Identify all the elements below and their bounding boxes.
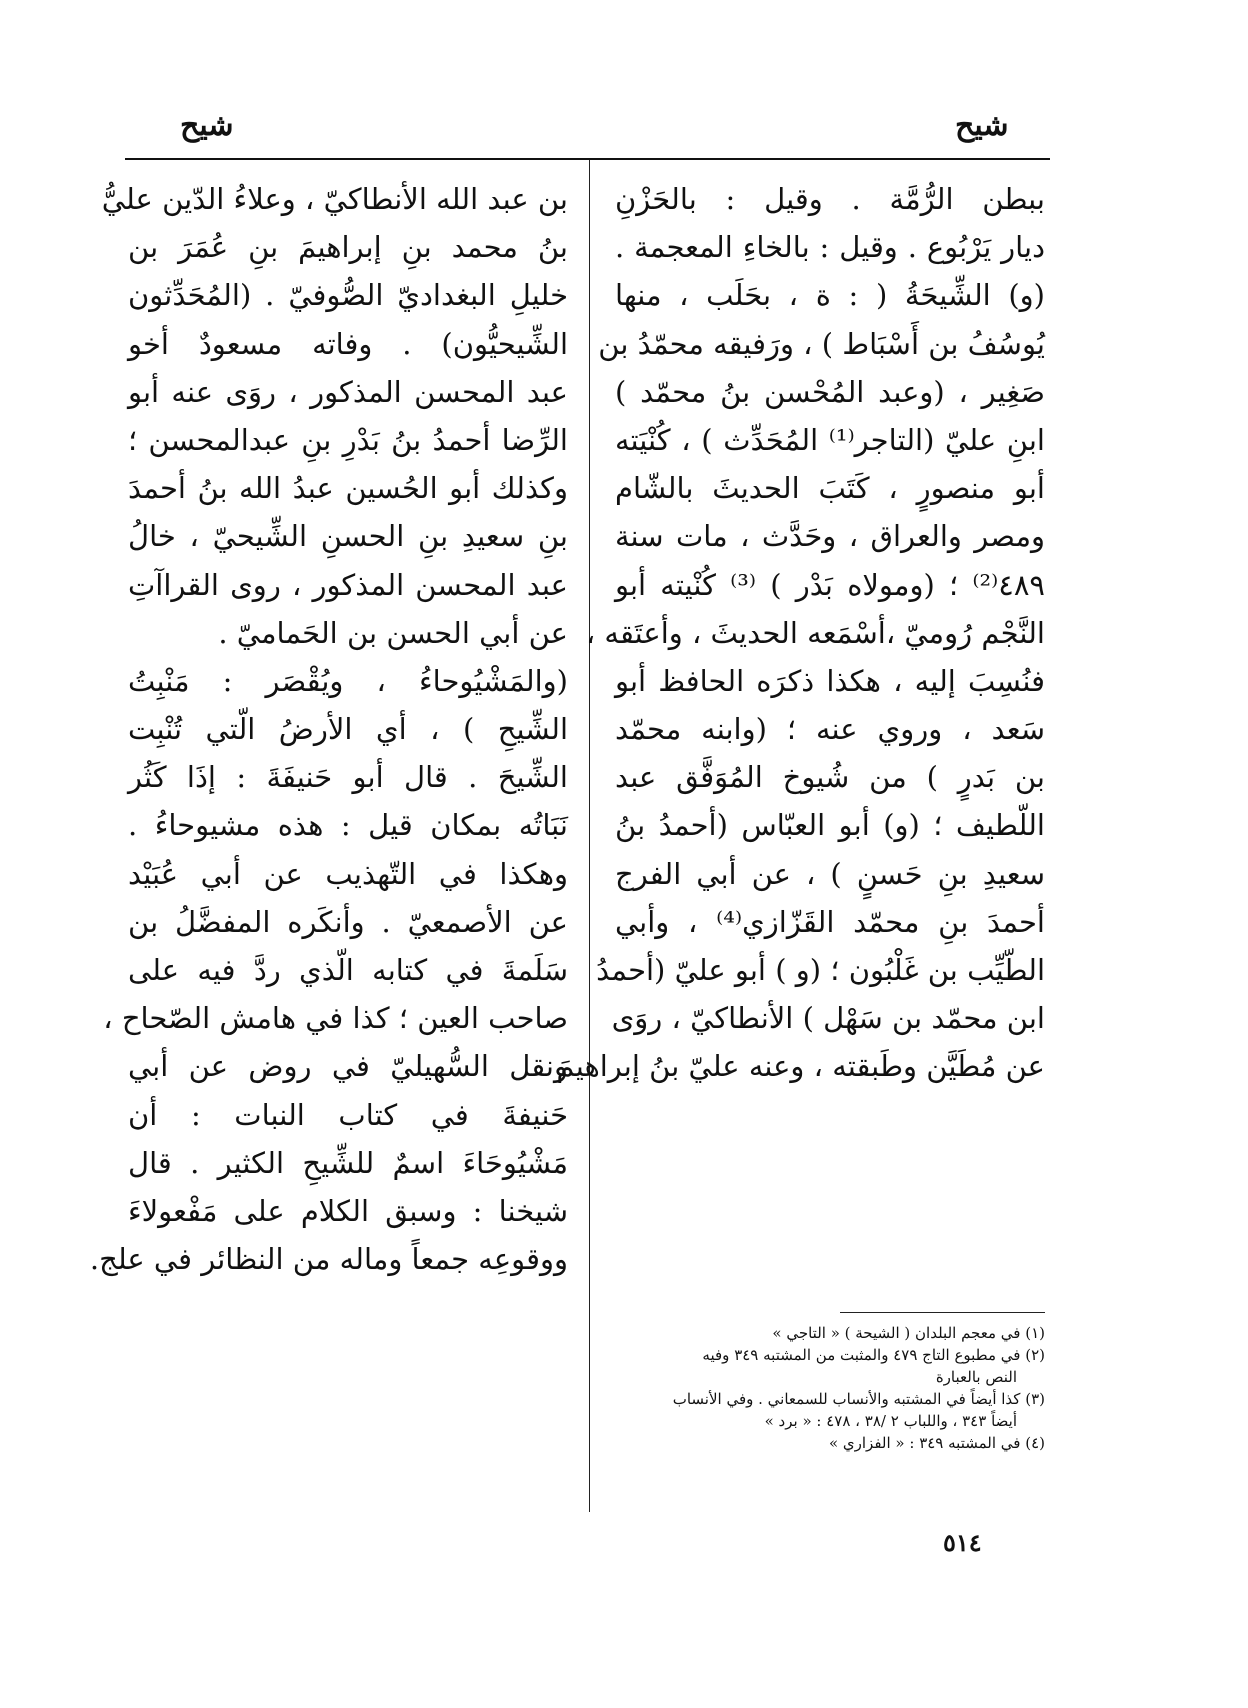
text-line: ديار يَرْبُوع . وقيل : بالخاءِ المعجمة .	[615, 230, 1045, 265]
text-line: عبد المحسن المذكور ، روى القراآتِ	[128, 567, 568, 602]
text-line: أحمدَ بنِ محمّد القَزّازي⁽⁴⁾ ، وأبي	[615, 904, 1045, 939]
header-rule	[125, 158, 1050, 160]
text-line: أبو منصورٍ ، كَتَبَ الحديثَ بالشّام	[615, 471, 1045, 506]
text-line: فنُسِبَ إليه ، هكذا ذكرَه الحافظ أبو	[615, 663, 1045, 698]
text-line: حَنيفةَ في كتاب النبات : أن	[128, 1097, 568, 1132]
text-line: النَّجْم رُوميّ ،أسْمَعه الحديثَ ، وأعتَقه ،	[585, 615, 1045, 650]
footnote-rule	[840, 1312, 1045, 1313]
text-line: الشِّيحِ ) ، أي الأرضُ الّتي تُنْبِت	[128, 712, 568, 747]
footnote: (١) في معجم البلدان ( الشيحة ) « التاجي »	[772, 1324, 1045, 1342]
footnotes	[620, 1322, 1045, 1454]
running-head-left: شيح	[180, 108, 234, 143]
footnote: (٢) في مطبوع التاج ٤٧٩ والمثبت من المشتبه ٣٤٩ وفيه	[702, 1346, 1045, 1364]
text-line: بنُ محمد بنِ إبراهيمَ بنِ عُمَرَ بن	[128, 230, 568, 265]
text-line: (والمَشْيُوحاءُ ، ويُقْصَر : مَنْبِتُ	[128, 663, 568, 698]
text-line: وهكذا في التّهذيب عن أبي عُبَيْد	[128, 856, 568, 891]
right-column	[556, 175, 1045, 1091]
text-line: ابنِ عليّ (التاجر⁽¹⁾ المُحَدِّث ) ، كُنْيَته	[615, 422, 1045, 457]
text-line: الشِّيحيُّون) . وفاته مسعودٌ أخو	[128, 326, 568, 361]
text-line: ٤٨٩⁽²⁾ ؛ (ومولاه بَدْر ) ⁽³⁾ كُنْيته أبو	[615, 567, 1045, 602]
text-line: نَبَاتُه بمكان قيل : هذه مشيوحاءُ .	[128, 808, 568, 843]
text-line: وكذلك أبو الحُسين عبدُ الله بنُ أحمدَ	[128, 471, 568, 506]
text-line: يُوسُفُ بن أَسْبَاط ) ، ورَفيقه محمّدُ بن	[598, 326, 1045, 361]
text-line: بنِ سعيدِ بنِ الحسنِ الشِّيحيّ ، خالُ	[128, 519, 568, 554]
text-line: بن عبد الله الأنطاكيّ ، وعلاءُ الدّين عليُّ	[101, 182, 568, 216]
text-line: سَلَمةَ في كتابه الّذي ردَّ فيه على	[128, 953, 568, 987]
footnote-continuation: أيضاً ٣٤٣ ، واللباب ٢ /٣٨ ، ٤٧٨ : « برد »	[764, 1412, 1017, 1430]
left-column	[89, 175, 568, 1283]
text-line: ابن محمّد بن سَهْل ) الأنطاكيّ ، روَى	[611, 1001, 1045, 1036]
page-number: ٥١٤	[943, 1528, 982, 1557]
text-line: (و) الشِّيحَةُ ( : ة ، بحَلَب ، منها	[615, 278, 1045, 313]
column-divider	[589, 160, 590, 1512]
text-line: عن الأصمعيّ . وأنكَره المفضَّلُ بن	[128, 904, 568, 939]
text-line: صَغِير ، (وعبد المُحْسن بنُ محمّد )	[615, 374, 1045, 409]
text-line: خليلِ البغداديّ الصُّوفيّ . (المُحَدِّثون	[128, 278, 568, 313]
text-line: ومصر والعراق ، وحَدَّث ، مات سنة	[615, 519, 1045, 554]
text-line: الطّيِّب بن غَلْبُون ؛ (و ) أبو عليّ (أحمدُ	[596, 953, 1045, 987]
text-line: ووقوعِه جمعاً وماله من النظائر في علج.	[89, 1242, 568, 1277]
footnote: (٤) في المشتبه ٣٤٩ : « الفزاري »	[828, 1434, 1045, 1452]
text-line: سعيدِ بنِ حَسنٍ ) ، عن أبي الفرج	[615, 856, 1045, 891]
text-line: عن أبي الحسن بن الحَماميّ .	[218, 615, 568, 650]
text-line: الشِّيحَ . قال أبو حَنيفَةَ : إذَا كَثُر	[128, 760, 568, 795]
text-line: الرِّضا أحمدُ بنُ بَدْرِ بنِ عبدالمحسن ؛	[128, 422, 568, 457]
text-line: سَعد ، وروي عنه ؛ (وابنه محمّد	[615, 712, 1045, 747]
text-line: عبد المحسن المذكور ، روَى عنه أبو	[128, 374, 568, 409]
text-line: بن بَدرٍ ) من شُيوخ المُوَفَّق عبد	[615, 760, 1045, 795]
text-line: مَشْيُوحَاءَ اسمٌ للشِّيحِ الكثير . قال	[128, 1145, 568, 1180]
running-head-right: شيح	[955, 108, 1009, 143]
footnote: (٣) كذا أيضاً في المشتبه والأنساب للسمعاني . وفي الأنساب	[672, 1390, 1045, 1408]
text-line: ببطن الرُّمَّة . وقيل : بالحَزْنِ	[615, 182, 1045, 216]
text-line: اللّطيف ؛ (و) أبو العبّاس (أحمدُ بنُ	[615, 808, 1045, 843]
footnote-continuation: النص بالعبارة	[935, 1368, 1017, 1386]
text-line: عن مُطَيَّن وطَبقته ، وعنه عليّ بنُ إبراهيمَ	[556, 1049, 1045, 1084]
text-line: صاحب العين ؛ كذا في هامش الصّحاح ،	[103, 1001, 568, 1036]
text-line: شيخنا : وسبق الكلام على مَفْعولاءَ	[128, 1193, 568, 1228]
text-line: ونقل السُّهيليّ في روض عن أبي	[128, 1049, 568, 1084]
